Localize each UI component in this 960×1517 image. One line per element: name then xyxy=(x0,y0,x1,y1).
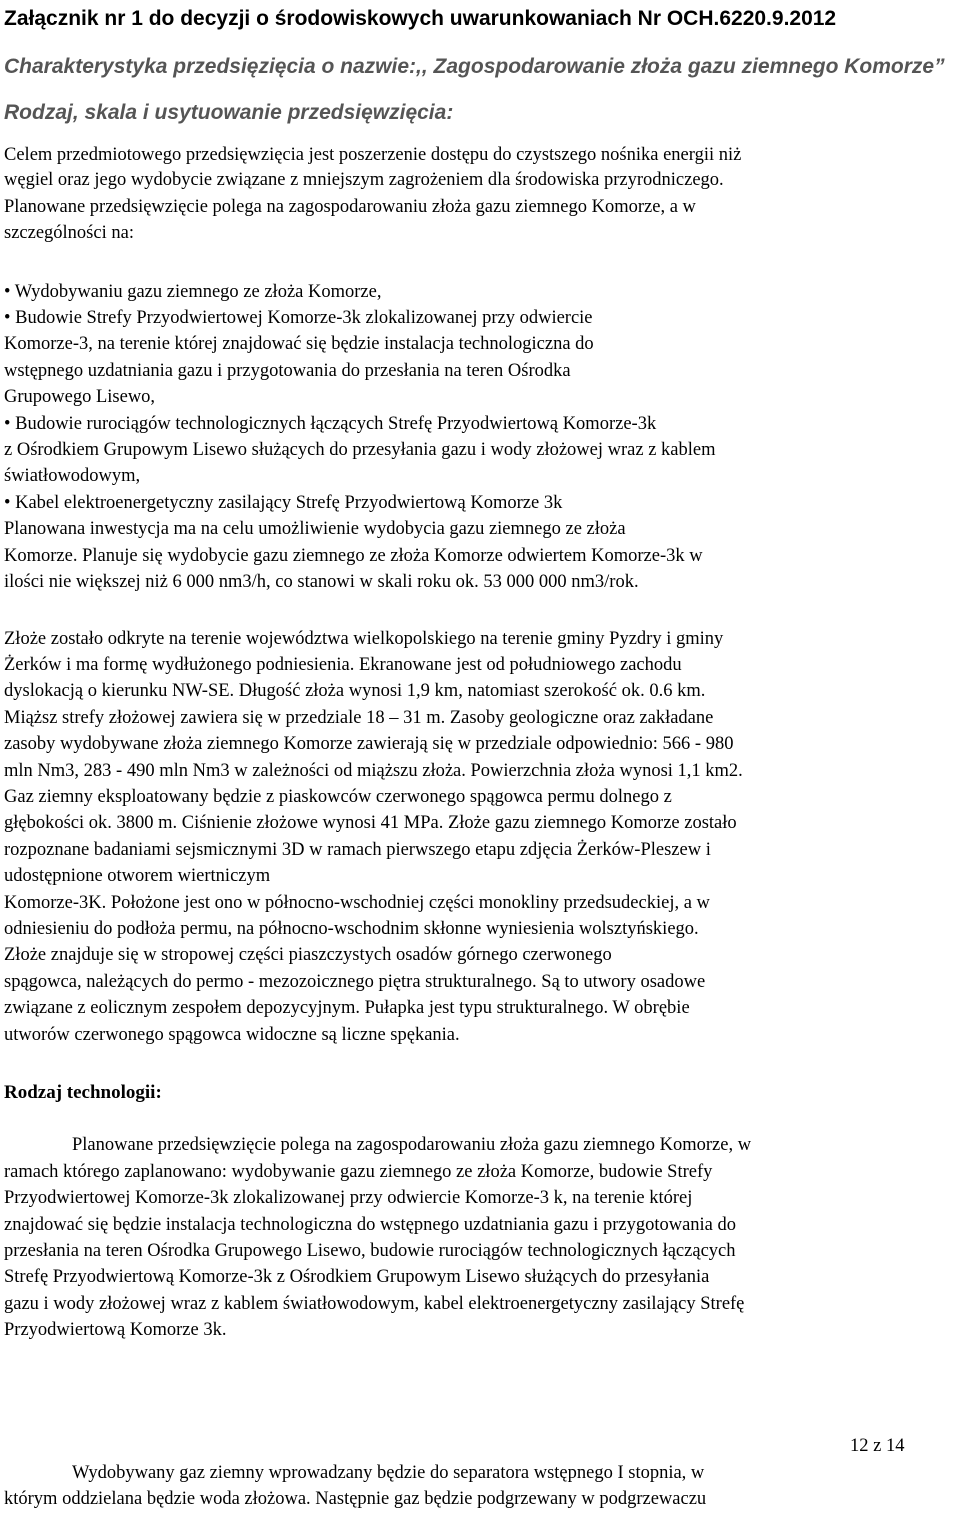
text-line: rozpoznane badaniami sejsmicznymi 3D w ramach pierwszego etapu zdjęcia Żerków-Pleszew i xyxy=(4,839,711,860)
annex-heading: Załącznik nr 1 do decyzji o środowiskowych uwarunkowaniach Nr OCH.6220.9.2012 xyxy=(4,7,837,30)
bullet-line: • Budowie Strefy Przyodwiertowej Komorze-3k zlokalizowanej przy odwiercie xyxy=(4,308,593,329)
bullet-item xyxy=(4,305,956,411)
text-line: głębokości ok. 3800 m. Ciśnienie złożowe wynosi 41 MPa. Złoże gazu ziemnego Komorze zostało xyxy=(4,813,737,834)
text-line: znajdować się będzie instalacja technologiczna do wstępnego uzdatniania gazu i przygotowania do xyxy=(4,1214,737,1235)
text-line: ilości nie większej niż 6 000 nm3/h, co stanowi w skali roku ok. 53 000 000 nm3/rok. xyxy=(4,572,639,593)
paragraph-gap xyxy=(4,1048,956,1080)
text-line: Złoże zostało odkryte na terenie województwa wielkopolskiego na terenie gminy Pyzdry i gminy xyxy=(4,628,724,649)
text-line: przesłania na teren Ośrodka Grupowego Lisewo, budowie rurociągów technologicznych łączących xyxy=(4,1241,736,1262)
text-line: odniesieniu do podłoża permu, na północno-wschodnim skłonne wyniesienia wolsztyńskiego. xyxy=(4,918,699,939)
text-line: Planowane przedsięwzięcie polega na zagospodarowaniu złoża gazu ziemnego Komorze, a w xyxy=(4,196,696,217)
project-title: Charakterystyka przedsięzięcia o nazwie:,, Zagospodarowanie złoża gazu ziemnego Komorze” xyxy=(4,55,945,78)
text-line: węgiel oraz jego wydobycie związane z mniejszym zagrożeniem dla środowiska przyrodniczego. xyxy=(4,170,724,191)
text-line: Przyodwiertowej Komorze-3k zlokalizowanej przy odwiercie Komorze-3 k, na terenie której xyxy=(4,1188,693,1209)
text-line: Wydobywany gaz ziemny wprowadzany będzie do separatora wstępnego I stopnia, w xyxy=(72,1463,705,1483)
paragraph-gap xyxy=(4,596,956,626)
text-line: Przyodwiertową Komorze 3k. xyxy=(4,1320,227,1341)
text-line: Gaz ziemny eksploatowany będzie z piaskowców czerwonego spągowca permu dolnego z xyxy=(4,786,672,807)
text-line: utworów czerwonego spągowca widoczne są liczne spękania. xyxy=(4,1024,460,1045)
text-line: Miąższ strefy złożowej zawiera się w przedziale 18 – 31 m. Zasoby geologiczne oraz zakładane xyxy=(4,707,714,728)
text-line: Komorze-3K. Położone jest ono w północno-wschodniej części monokliny przedsudeckiej, a w xyxy=(4,892,710,913)
bullet-item xyxy=(4,279,956,305)
text-line: zasoby wydobywane złoża ziemnego Komorze zawierają się w przedziale odpowiednio: 566 - 980 xyxy=(4,734,734,755)
text-line: którym oddzielana będzie woda złożowa. Następnie gaz będzie podgrzewany w podgrzewaczu xyxy=(4,1489,707,1510)
technology-heading: Rodzaj technologii: xyxy=(4,1082,162,1103)
paragraph-gap xyxy=(4,1106,956,1132)
text-line: Planowane przedsięwzięcie polega na zagospodarowaniu złoża gazu ziemnego Komorze, w xyxy=(72,1135,752,1156)
bullet-line: • Budowie rurociągów technologicznych łączących Strefę Przyodwiertową Komorze-3k xyxy=(4,413,657,434)
text-line: gazu i wody złożowej wraz z kablem światłowodowym, kabel elektroenergetyczny zasilający Strefę xyxy=(4,1293,745,1314)
scope-heading: Rodzaj, skala i usytuowanie przedsięwzięcia: xyxy=(4,101,454,124)
technology-paragraph xyxy=(4,1132,956,1343)
paragraph-gap xyxy=(4,247,956,279)
bullet-line: Komorze-3, na terenie której znajdować się będzie instalacja technologiczna do xyxy=(4,334,594,355)
bullet-line: z Ośrodkiem Grupowym Lisewo służących do przesyłania gazu i wody złożowej wraz z kablem xyxy=(4,440,716,461)
text-line: Planowana inwestycja ma na celu umożliwienie wydobycia gazu ziemnego ze złoża xyxy=(4,519,626,540)
text-line: spągowca, należących do permo - mezozoicznego piętra strukturalnego. Są to utwory osadowe xyxy=(4,971,706,992)
text-line: Złoże znajduje się w stropowej części piaszczystych osadów górnego czerwonego xyxy=(4,945,612,966)
text-line: szczególności na: xyxy=(4,223,134,244)
bullet-item xyxy=(4,411,956,490)
bullet-list xyxy=(4,279,956,517)
deposit-paragraph xyxy=(4,626,956,1049)
text-line: związane z eolicznym zespołem depozycyjnym. Pułapka jest typu strukturalnego. W obrębie xyxy=(4,998,690,1019)
text-line: udostępnione otworem wiertniczym xyxy=(4,866,271,887)
text-line: Strefę Przyodwiertową Komorze-3k z Ośrodkiem Grupowym Lisewo służących do przesyłania xyxy=(4,1267,710,1288)
continuation-paragraph xyxy=(4,1460,956,1513)
investment-paragraph xyxy=(4,516,956,595)
text-line: Celem przedmiotowego przedsięwzięcia jest poszerzenie dostępu do czystszego nośnika energii niż xyxy=(4,145,742,165)
text-line: dyslokacją o kierunku NW-SE. Długość złoża wynosi 1,9 km, natomiast szerokość ok. 0.6 km. xyxy=(4,681,706,702)
bullet-line: wstępnego uzdatniania gazu i przygotowania do przesłania na teren Ośrodka xyxy=(4,360,571,381)
bullet-line: światłowodowym, xyxy=(4,466,141,487)
bullet-item xyxy=(4,490,956,516)
document-page xyxy=(4,0,956,1344)
text-line: Komorze. Planuje się wydobycie gazu ziemnego ze złoża Komorze odwiertem Komorze-3k w xyxy=(4,545,703,566)
page-number: 12 z 14 xyxy=(850,1436,905,1456)
text-line: mln Nm3, 283 - 490 mln Nm3 w zależności od miąższu złoża. Powierzchnia złoża wynosi 1,1 km2. xyxy=(4,760,743,781)
bullet-line: Grupowego Lisewo, xyxy=(4,387,156,408)
text-line: Żerków i ma formę wydłużonego podniesienia. Ekranowane jest od południowego zachodu xyxy=(4,654,682,675)
bullet-line: • Wydobywaniu gazu ziemnego ze złoża Komorze, xyxy=(4,281,382,302)
bullet-line: • Kabel elektroenergetyczny zasilający Strefę Przyodwiertową Komorze 3k xyxy=(4,492,563,513)
body-text xyxy=(4,142,956,1344)
intro-paragraph xyxy=(4,142,956,247)
text-line: ramach którego zaplanowano: wydobywanie gazu ziemnego ze złoża Komorze, budowie Strefy xyxy=(4,1161,713,1182)
